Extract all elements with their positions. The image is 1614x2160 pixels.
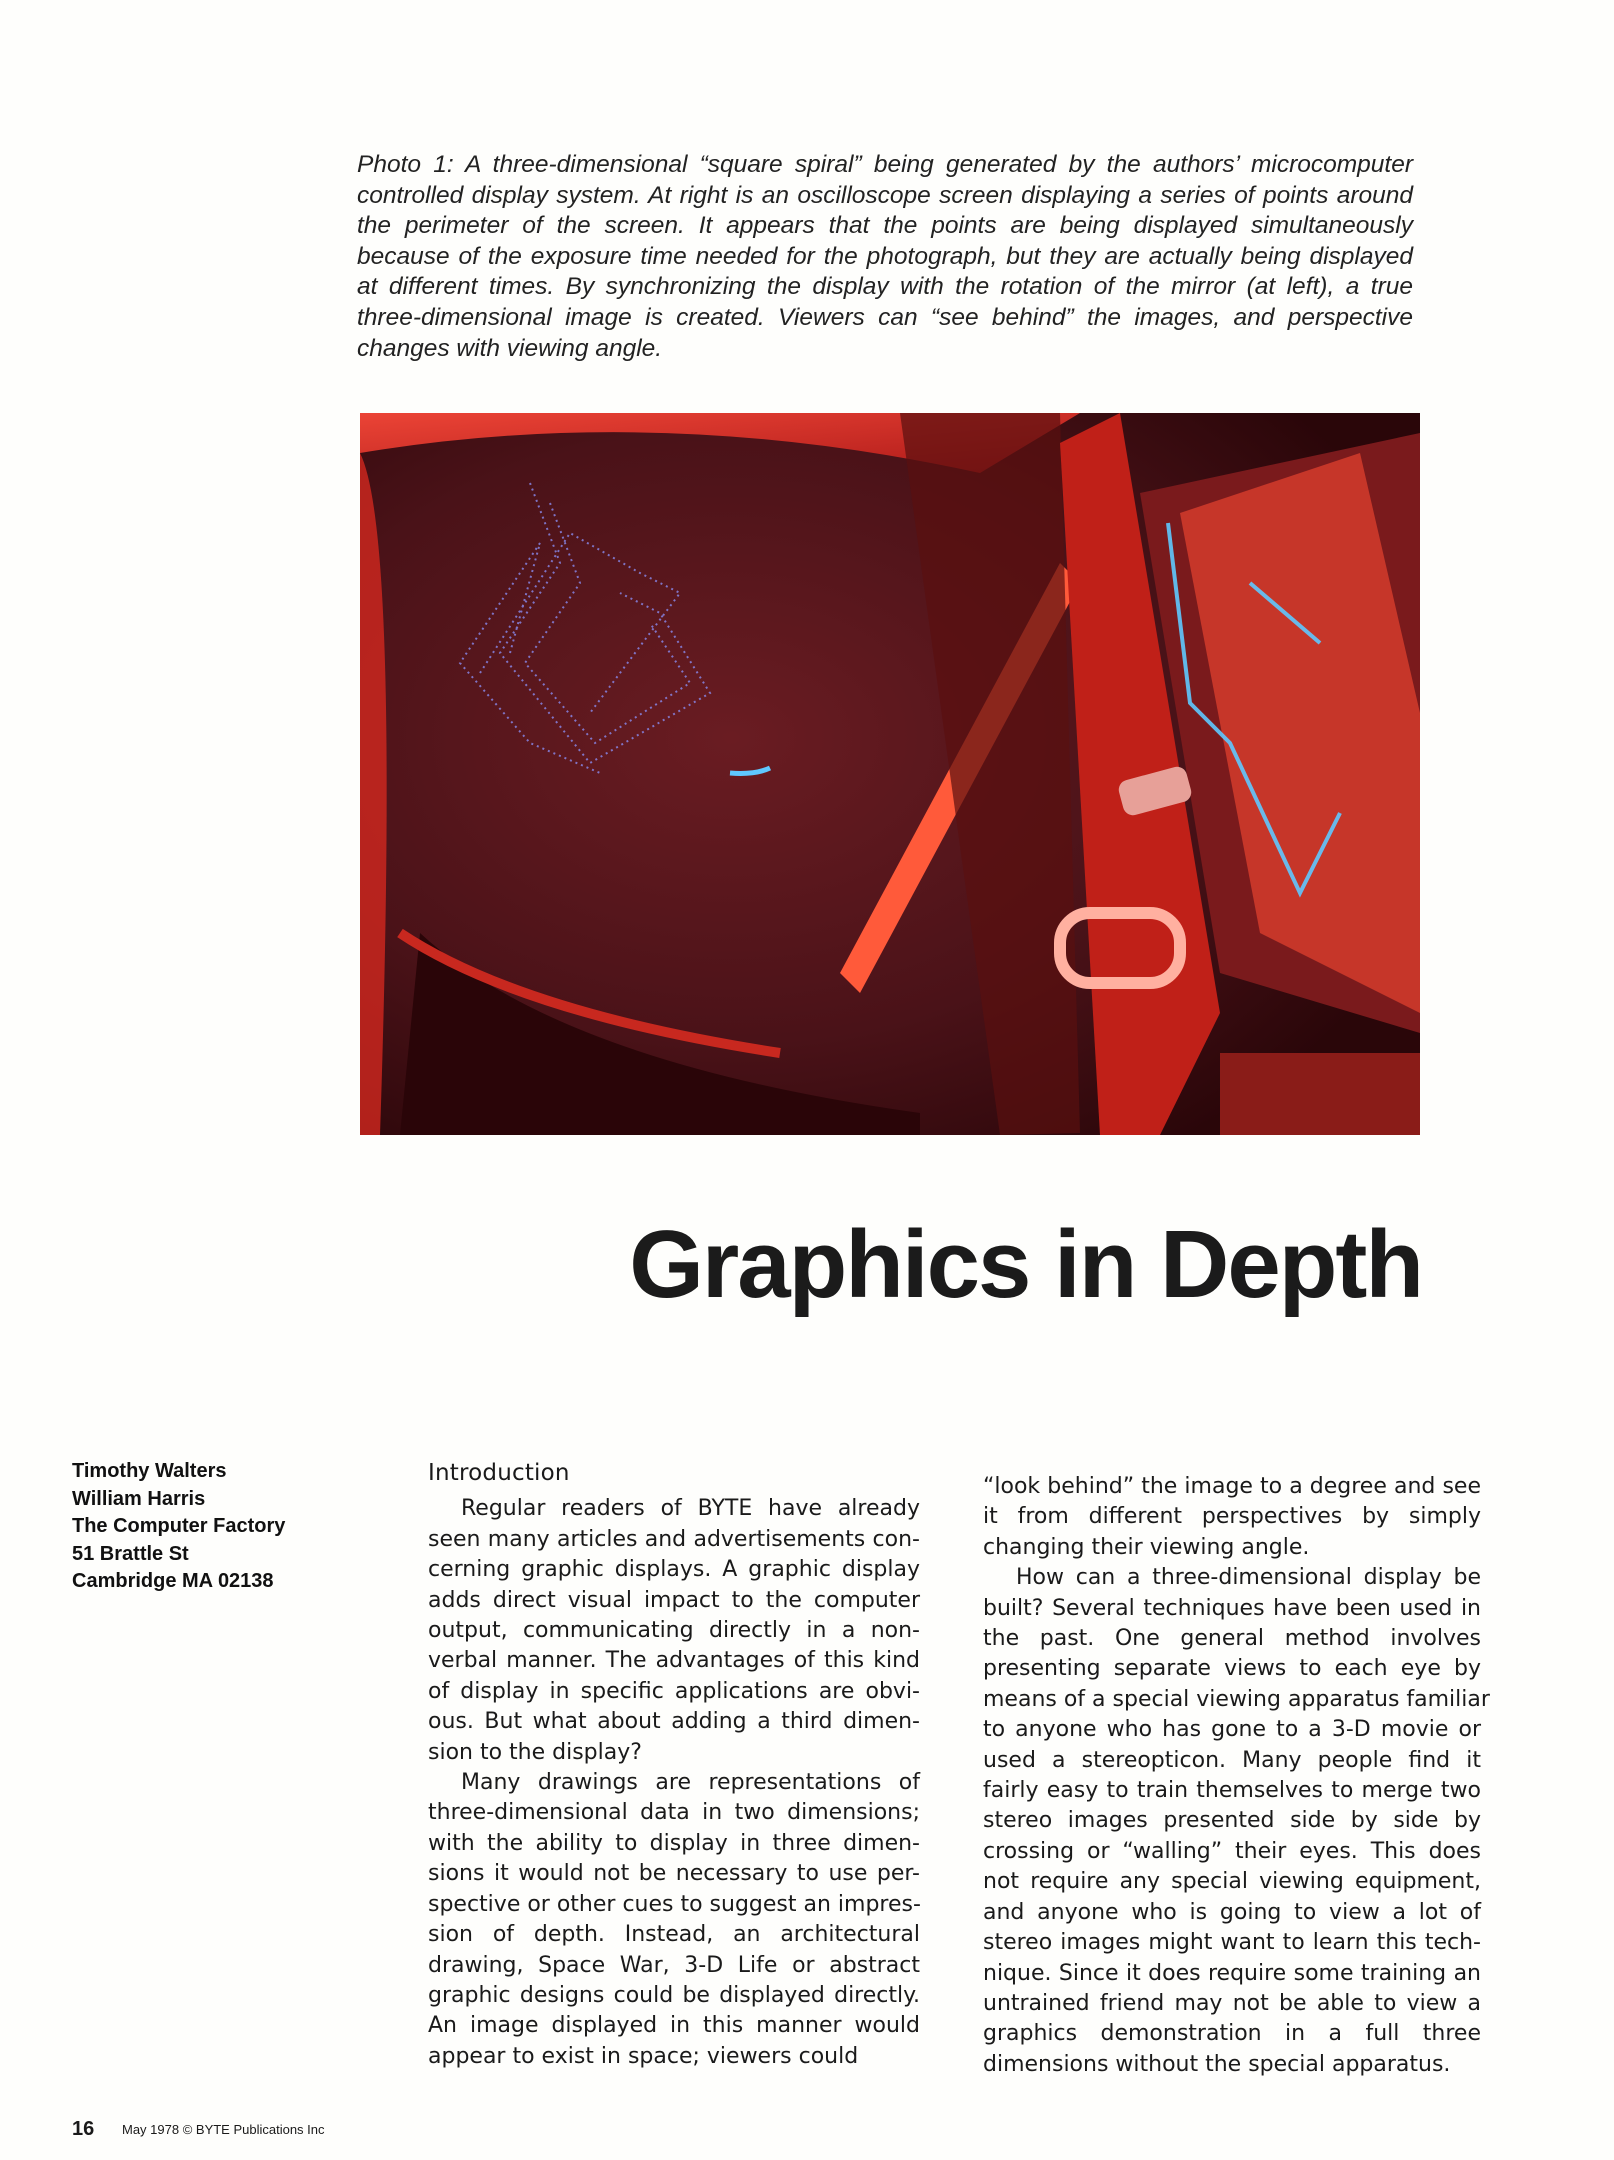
text-line: three-dimensional data in two dimensions; [428, 1800, 920, 1826]
section-heading: Introduction [428, 1460, 570, 1486]
text-line: graphic designs could be displayed directly. [428, 1982, 920, 2008]
caption-line: Photo 1: A three-dimensional “square spiral” being generated by the authors’ microcomputer [357, 151, 1413, 178]
text-line: of display in specific applications are obvi- [428, 1678, 920, 1704]
text-line: seen many articles and advertisements con- [428, 1526, 920, 1552]
text-line: verbal manner. The advantages of this kind [428, 1648, 920, 1674]
photo-3d-display [360, 413, 1420, 1135]
text-line: used a stereopticon. Many people find it [983, 1747, 1481, 1773]
body-column-2 [983, 1472, 1490, 2080]
text-line: adds direct visual impact to the computer [428, 1587, 920, 1613]
caption-line: because of the exposure time needed for the photograph, but they are actually being displayed [357, 242, 1413, 270]
caption-line: three-dimensional image is created. Viewers can “see behind” the images, and perspective [357, 303, 1413, 331]
text-line: Regular readers of BYTE have already [461, 1496, 920, 1522]
text-line: appear to exist in space; viewers could [428, 2043, 859, 2069]
author-line: Timothy Walters [72, 1460, 227, 1482]
text-line: sions it would not be necessary to use per- [428, 1861, 920, 1887]
text-line: graphics demonstration in a full three [983, 2021, 1481, 2047]
text-line: “look behind” the image to a degree and see [983, 1474, 1481, 1499]
text-line: not require any special viewing equipment, [983, 1869, 1481, 1895]
text-line: stereo images might want to learn this tech- [983, 1930, 1481, 1956]
text-line: presenting separate views to each eye by [983, 1656, 1481, 1682]
text-line: sion of depth. Instead, an architectural [428, 1922, 920, 1948]
footer-credit: May 1978 © BYTE Publications Inc [122, 2122, 325, 2137]
text-line: output, communicating directly in a non- [428, 1618, 920, 1644]
author-line: Cambridge MA 02138 [72, 1570, 274, 1592]
text-line: ous. But what about adding a third dimen- [428, 1709, 920, 1735]
text-line: fairly easy to train themselves to merge two [983, 1778, 1481, 1804]
text-line: to anyone who has gone to a 3-D movie or [983, 1717, 1481, 1743]
text-line: the past. One general method involves [983, 1626, 1481, 1652]
caption-line: changes with viewing angle. [357, 334, 663, 362]
text-line: stereo images presented side by side by [983, 1808, 1481, 1834]
text-line: crossing or “walling” their eyes. This does [983, 1838, 1481, 1864]
photo-illustration [360, 413, 1420, 1135]
text-line: spective or other cues to suggest an impres- [428, 1891, 921, 1917]
text-line: with the ability to display in three dimen- [428, 1830, 920, 1856]
text-line: An image displayed in this manner would [428, 2013, 920, 2039]
text-line: cerning graphic displays. A graphic display [428, 1557, 920, 1583]
body-column-1 [428, 1458, 920, 2072]
text-line: and anyone who is going to view a lot of [983, 1899, 1481, 1925]
text-line: built? Several techniques have been used in [983, 1595, 1481, 1621]
author-line: The Computer Factory [72, 1515, 286, 1537]
text-line: How can a three-dimensional display be [1016, 1565, 1481, 1591]
text-line: nique. Since it does require some training an [983, 1960, 1481, 1986]
page-number: 16 [72, 2118, 95, 2140]
caption-line: controlled display system. At right is an oscilloscope screen displaying a series of points around [357, 181, 1413, 209]
caption-line: the perimeter of the screen. It appears that the points are being displayed simultaneously [357, 212, 1413, 240]
caption-line: at different times. By synchronizing the display with the rotation of the mirror (at left), a true [357, 273, 1413, 301]
author-line: William Harris [72, 1487, 206, 1510]
photo-caption [357, 150, 1413, 364]
author-line: 51 Brattle St [72, 1542, 189, 1565]
text-line: Many drawings are representations of [461, 1770, 920, 1796]
text-line: untrained friend may not be able to view a [983, 1990, 1481, 2016]
text-line: it from different perspectives by simply [983, 1504, 1481, 1530]
text-line: drawing, Space War, 3-D Life or abstract [428, 1952, 920, 1978]
text-line: sion to the display? [428, 1739, 642, 1765]
text-line: means of a special viewing apparatus familiar [983, 1686, 1490, 1712]
article-title: Graphics in Depth [629, 1211, 1422, 1318]
author-block [72, 1458, 285, 1596]
text-line: dimensions without the special apparatus. [983, 2051, 1451, 2077]
text-line: changing their viewing angle. [983, 1534, 1310, 1560]
